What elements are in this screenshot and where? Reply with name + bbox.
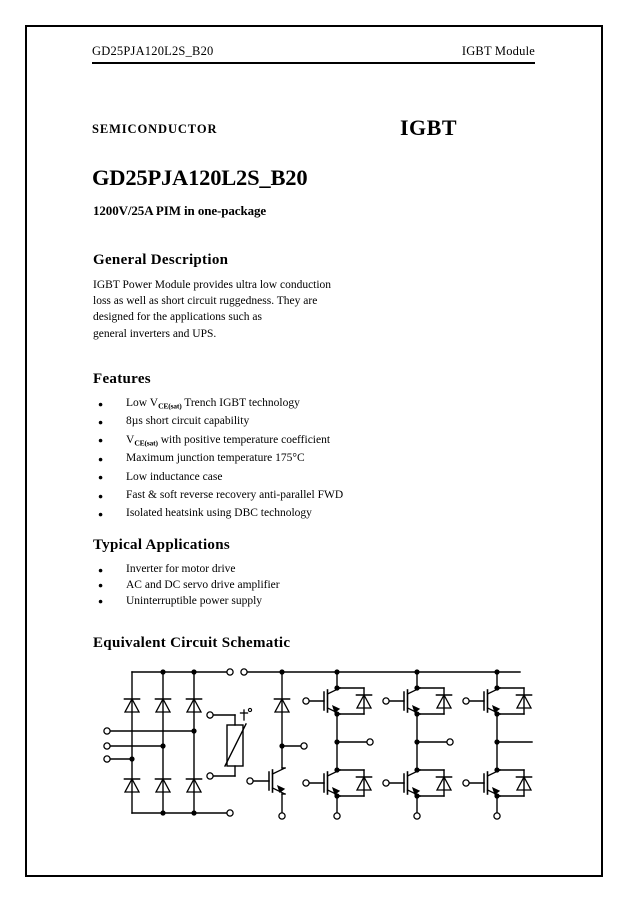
terminal-thermistor-1 — [207, 712, 213, 718]
terminal-emitter-u — [334, 813, 340, 819]
list-item — [96, 488, 343, 506]
description-line: general inverters and UPS. — [93, 327, 217, 340]
thermistor — [207, 708, 252, 779]
terminal-brake-emitter — [279, 813, 285, 819]
terminal-thermistor-2 — [207, 773, 213, 779]
page-title: GD25PJA120L2S_B20 — [92, 165, 308, 190]
feature-text-pre: Maximum junction temperature 175°C — [126, 452, 305, 465]
header-doc-type: IGBT Module — [461, 44, 535, 58]
description-line: IGBT Power Module provides ultra low conduction — [93, 279, 332, 291]
circuit-diagram — [92, 658, 537, 838]
terminal-gate-u-low — [303, 780, 309, 786]
section-heading-typical-applications: Typical Applications — [93, 537, 231, 553]
terminal-gate-v-high — [383, 698, 389, 704]
list-item — [96, 433, 343, 451]
list-item — [96, 414, 343, 432]
inverter-leg-v — [383, 672, 453, 819]
section-heading-general-description: General Description — [93, 252, 229, 268]
feature-subscript: CE(sat) — [134, 438, 158, 448]
feature-text-pre: Low V — [126, 397, 159, 409]
list-item — [96, 506, 343, 524]
list-item — [96, 578, 280, 594]
terminal-emitter-v — [414, 813, 420, 819]
dc-bus — [241, 669, 520, 675]
terminal-brake-out — [301, 743, 307, 749]
feature-text-post: with positive temperature coefficient — [157, 433, 331, 446]
terminal-ac-t — [104, 756, 110, 762]
page-subtitle: 1200V/25A PIM in one-package — [93, 203, 267, 218]
equivalent-circuit-schematic — [92, 658, 537, 838]
application-text: Inverter for motor drive — [126, 563, 236, 575]
terminal-dc-minus-out — [227, 810, 233, 816]
general-description-text — [93, 277, 393, 342]
feature-text-pre: Low inductance case — [126, 470, 223, 483]
application-text: Uninterruptible power supply — [126, 594, 263, 607]
terminal-gate-brake — [247, 778, 253, 784]
section-heading-features: Features — [93, 371, 151, 387]
applications-list — [96, 562, 280, 610]
company-word: SEMICONDUCTOR — [92, 122, 218, 136]
application-text: AC and DC servo drive amplifier — [126, 578, 280, 591]
header-part-code: GD25PJA120L2S_B20 — [92, 44, 214, 58]
inverter-leg-w — [463, 672, 532, 819]
list-item — [96, 451, 343, 469]
list-item — [96, 396, 343, 414]
feature-text-pre: Isolated heatsink using DBC technology — [126, 507, 312, 520]
feature-text-pre: V — [126, 433, 135, 446]
features-list — [96, 396, 343, 525]
description-line: designed for the applications such as — [93, 311, 262, 324]
rectifier-bridge — [104, 669, 233, 816]
terminal-dc-plus-in — [241, 669, 247, 675]
feature-text-pre: 8µs short circuit capability — [126, 415, 250, 428]
list-item — [96, 562, 280, 578]
section-heading-equivalent-circuit: Equivalent Circuit Schematic — [93, 635, 291, 651]
list-item — [96, 470, 343, 488]
terminal-gate-w-high — [463, 698, 469, 704]
terminal-gate-u-high — [303, 698, 309, 704]
product-family-label: IGBT — [400, 115, 458, 140]
terminal-phase-v — [447, 739, 453, 745]
feature-text-post: Trench IGBT technology — [181, 397, 300, 409]
description-line: loss as well as short circuit ruggedness. They are — [93, 295, 318, 308]
feature-subscript: CE(sat) — [158, 401, 182, 411]
document-header — [92, 44, 535, 59]
terminal-gate-w-low — [463, 780, 469, 786]
terminal-gate-v-low — [383, 780, 389, 786]
terminal-ac-r — [104, 728, 110, 734]
inverter-leg-u — [303, 672, 373, 819]
terminal-phase-u — [367, 739, 373, 745]
list-item — [96, 594, 280, 610]
feature-text-pre: Fast & soft reverse recovery anti-parallel FWD — [126, 489, 344, 502]
header-rule — [92, 62, 535, 64]
terminal-emitter-w — [494, 813, 500, 819]
terminal-ac-s — [104, 743, 110, 749]
brake-chopper — [247, 672, 307, 819]
terminal-dc-plus-out — [227, 669, 233, 675]
brand-row — [92, 115, 535, 143]
